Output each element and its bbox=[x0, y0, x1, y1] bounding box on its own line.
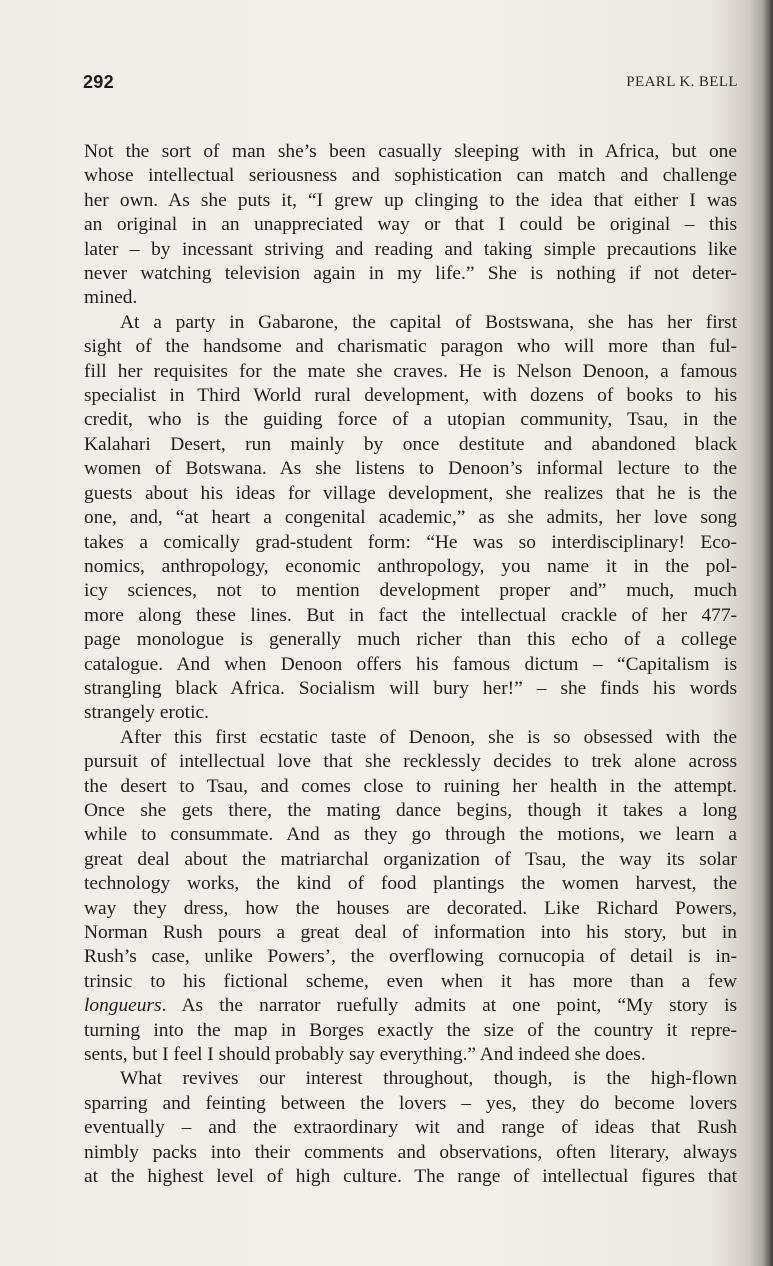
text-line: Once she gets there, the mating dance begins, though it takes a long bbox=[84, 799, 737, 821]
text-line: at the highest level of high culture. The range of intellectual figures that bbox=[84, 1166, 737, 1188]
text-line: Norman Rush pours a great deal of information into his story, but in bbox=[84, 922, 737, 943]
text-line: more along these lines. But in fact the intellectual crackle of her 477- bbox=[84, 604, 737, 626]
text-line: At a party in Gabarone, the capital of Bostswana, she has her first bbox=[120, 311, 737, 333]
text-line: What revives our interest throughout, though, is the high-flown bbox=[120, 1068, 737, 1090]
page-header bbox=[83, 72, 738, 96]
text-line: fill her requisites for the mate she craves. He is Nelson Denoon, a famous bbox=[84, 360, 737, 382]
text-line: an original in an unappreciated way or that I could be original – this bbox=[84, 214, 737, 236]
text-line: never watching television again in my life.” She is nothing if not deter- bbox=[84, 263, 737, 285]
text-line: way they dress, how the houses are decorated. Like Richard Powers, bbox=[84, 897, 737, 919]
italic-term: longueurs bbox=[84, 995, 162, 1017]
text-line: her own. As she puts it, “I grew up clinging to the idea that either I was bbox=[84, 189, 737, 211]
page-gutter-shadow bbox=[763, 0, 773, 1266]
text-line: Kalahari Desert, run mainly by once destitute and abandoned black bbox=[84, 433, 737, 455]
text-line: takes a comically grad-student form: “He was so interdisciplinary! Eco- bbox=[84, 531, 737, 553]
text-line: nomics, anthropology, economic anthropology, you name it in the pol- bbox=[84, 555, 737, 577]
text-line: longueurs. As the narrator ruefully admits at one point, “My story is bbox=[84, 995, 737, 1017]
text-line: one, and, “at heart a congenital academic,” as she admits, her love song bbox=[84, 507, 737, 529]
body-text bbox=[84, 140, 737, 1189]
text-line: sents, but I feel I should probably say everything.” And indeed she does. bbox=[84, 1044, 646, 1066]
text-line: whose intellectual seriousness and sophistication can match and challenge bbox=[84, 165, 737, 187]
text-line: while to consummate. And as they go through the motions, we learn a bbox=[84, 824, 737, 846]
text-line: icy sciences, not to mention development proper and” much, much bbox=[84, 580, 737, 602]
text-line: technology works, the kind of food plantings the women harvest, the bbox=[84, 873, 737, 895]
text-line: nimbly packs into their comments and observations, often literary, always bbox=[84, 1141, 737, 1163]
text-line: mined. bbox=[84, 287, 138, 309]
text-line: turning into the map in Borges exactly the size of the country it repre- bbox=[84, 1019, 737, 1041]
text-line: Rush’s case, unlike Powers’, the overflowing cornucopia of detail is in- bbox=[84, 946, 737, 968]
text-line: later – by incessant striving and reading and taking simple precautions like bbox=[84, 238, 737, 260]
paragraph bbox=[84, 140, 737, 311]
text-line: credit, who is the guiding force of a utopian community, Tsau, in the bbox=[84, 409, 737, 431]
text-line: eventually – and the extraordinary wit and range of ideas that Rush bbox=[84, 1117, 737, 1139]
paragraph bbox=[84, 1067, 737, 1189]
text-line: guests about his ideas for village development, she realizes that he is the bbox=[84, 482, 737, 504]
text-line: After this first ecstatic taste of Denoon, she is so obsessed with the bbox=[120, 726, 737, 748]
text-line: trinsic to his fictional scheme, even when it has more than a few bbox=[84, 970, 737, 992]
text-line: Not the sort of man she’s been casually sleeping with in Africa, but one bbox=[84, 141, 737, 162]
page-number: 292 bbox=[83, 72, 114, 92]
text-line: great deal about the matriarchal organization of Tsau, the way its solar bbox=[84, 848, 737, 870]
text-line: page monologue is generally much richer than this echo of a college bbox=[84, 629, 737, 651]
text-line: women of Botswana. As she listens to Denoon’s informal lecture to the bbox=[84, 458, 737, 480]
text-line: specialist in Third World rural development, with dozens of books to his bbox=[84, 385, 737, 407]
paragraph bbox=[84, 726, 737, 1068]
text-line: catalogue. And when Denoon offers his famous dictum – “Capitalism is bbox=[84, 653, 737, 675]
paragraph bbox=[84, 311, 737, 726]
running-head: PEARL K. BELL bbox=[626, 74, 738, 90]
text-line: pursuit of intellectual love that she recklessly decides to trek alone across bbox=[84, 751, 737, 773]
text-line: sight of the handsome and charismatic paragon who will more than ful- bbox=[84, 336, 737, 358]
text-line: sparring and feinting between the lovers – yes, they do become lovers bbox=[84, 1092, 737, 1114]
text-line: the desert to Tsau, and comes close to ruining her health in the attempt. bbox=[84, 775, 737, 797]
text-line: strangely erotic. bbox=[84, 702, 209, 724]
text-line: strangling black Africa. Socialism will bury her!” – she finds his words bbox=[84, 677, 737, 699]
